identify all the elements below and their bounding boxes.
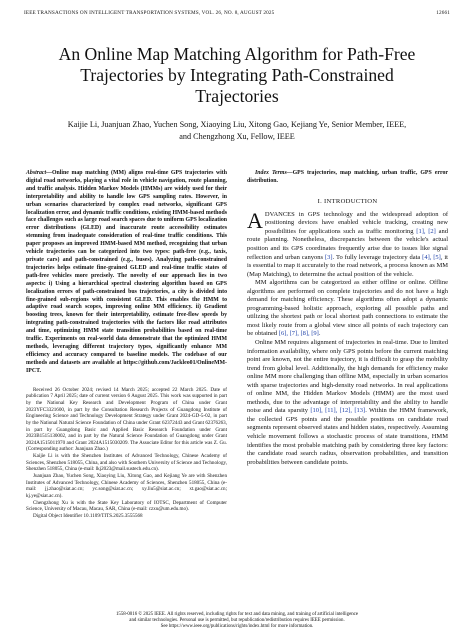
footnote-affiliation-1: Kaijie Li is with the Shenzhen Institutes of Advanced Technology, Chinese Academy of Sciences, Shenzhen 518055, China, and also with Southern University of Science and Technology, Shenzhen 518055, China (e-mail: lkj2023@mail.sustech.edu.cn). [26, 453, 227, 473]
index-terms-label: Index Terms— [255, 170, 293, 176]
footnote [26, 387, 227, 520]
citation-link[interactable]: [4], [5] [422, 253, 441, 261]
copyright-line-3: See https://www.ieee.org/publications/rights/index.html for more information. [160, 624, 314, 629]
abstract [26, 170, 227, 376]
footnote-affiliation-2: Juanjuan Zhao, Yuchen Song, Xiaoying Liu, Xitong Gao, and Kejiang Ye are with Shenzhen Institutes of Advanced Technology, Chinese Academy of Sciences, Shenzhen 518055, China (e-mail: jj.zhao@siat.ac.cn; yc.song@siat.ac.cn; xy.liu5@siat.ac.cn; xt.gao@siat.ac.cn; kj.ye@siat.ac.cn). [26, 473, 227, 500]
copyright-line-2: and similar technologies. Personal use is permitted, but republication/redistribution requires IEEE permission. [129, 618, 345, 623]
copyright-line-1: 1558-0016 © 2025 IEEE. All rights reserved, including rights for text and data mining, and training of artificial intelligence [115, 612, 359, 617]
left-column [26, 170, 227, 520]
copyright-notice [20, 612, 454, 630]
citation-link[interactable]: [3] [324, 253, 333, 261]
intro-paragraph-3: Online MM requires alignment of trajectories in real-time. Due to limited information availability, where only GPS points before the current matching point are known, not the entire trajectory, it is difficult to grasp the mobility trend from global level. Additionally, the high demands for efficiency make online MM more challenging than offline MM, especially in urban scenarios with sparse trajectories and high-density road networks. In real applications of online MM, the Hidden Markov Models (HMM) are the most used methods, due to the advantage of interpretability and the ability to handle noise and data sparsity [10], [11], [12], [13]. Within the HMM framework, the collected GPS points and the possible positions on candidate road segments represent observed states and hidden states, respectively. Assuming vehicle movement follows a stochastic process of state transitions, HMM identifies the most probable matching path by considering three key factors: the candidate road search radius, observation probabilities, and transition probabilities between candidate points. [247, 339, 449, 466]
index-terms-text: GPS trajectories, map matching, urban traffic, GPS error distribution. [247, 170, 448, 184]
title-line-2: Trajectories by Integrating Path-Constrained [80, 65, 394, 85]
journal-name: IEEE TRANSACTIONS ON INTELLIGENT TRANSPORTATION SYSTEMS, VOL. 26, NO. 8, AUGUST 2025 [24, 10, 275, 16]
citation-link[interactable]: [10], [11], [12], [13] [310, 407, 366, 415]
running-head [24, 10, 450, 16]
citation-link[interactable]: [1], [2] [416, 227, 436, 235]
title-line-1: An Online Map Matching Algorithm for Path-Free [58, 44, 416, 64]
page-number: 12661 [436, 10, 450, 16]
footnote-affiliation-3: Chengzhong Xu is with the State Key Laboratory of IOTSC, Department of Computer Science, University of Macau, Macau, SAR, China (e-mail: czxu@um.edu.mo). [26, 499, 227, 513]
drop-cap: A [247, 207, 263, 233]
abstract-label: Abstract— [26, 170, 52, 176]
intro-paragraph-2: MM algorithms can be categorized as either offline or online. Offline algorithms are performed on complete trajectories and do not have a high demand for matching efficiency. These algorithms often adopt a dynamic programming-based holistic approach, exploring all possible paths and utilizing the shortest path or local shortest path connections to estimate the most likely route from a global view since all points of each trajectory can be obtained [6], [7], [8], [9]. [247, 279, 448, 338]
intro-paragraph-1: ADVANCES in GPS technology and the widespread adoption of positioning devices have enabled vehicle tracking, creating new possibilities for applications such as traffic monitoring [1], [2] and route planning. Nonetheless, discrepancies between the vehicle's actual position and its GPS coordinates frequently arise due to issues like signal reflection and urban canyons [3]. To fully leverage trajectory data [4], [5], it is essential to map it accurately to the road network, a process known as MM (Map Matching), to determine the actual position of the vehicle. [247, 207, 448, 278]
citation-link[interactable]: [6], [7], [8], [9] [278, 330, 319, 338]
authors-line-1: Kaijie Li, Juanjuan Zhao, Yuchen Song, Xiaoying Liu, Xitong Gao, Kejiang Ye, Senior Member, IEEE, [67, 120, 407, 129]
authors-line-2: and Chengzhong Xu, Fellow, IEEE [179, 132, 295, 141]
footnote-doi: Digital Object Identifier 10.1109/TITS.2025.3555568 [33, 513, 143, 520]
right-column [247, 170, 448, 467]
author-list [20, 119, 454, 143]
section-heading-introduction: I. INTRODUCTION [317, 197, 378, 205]
footnote-received: Received 26 October 2024; revised 14 March 2025; accepted 22 March 2025. Date of publication 7 April 2025; date of current version 6 August 2025. This work was supported in part by the National Key Research and Development Program of China under Grant 2023YFC3321600, in part by the Consultation Research Projects of Guangdong Institute of Engineering Science and Technology Development Strategy under Grant 2024-GD-5-02, in part by the National Natural Science Foundation of China under Grant 62372443 and Grant 62376263, in part by Guangdong Basic and Applied Basic Research Foundation under Grant 2023B1515130002, and in part by the Natural Science Foundation of Guangdong under Grant 2024A1515011970 and Grant 2024A1515030209. The Associate Editor for this article was Z. Gu. (Corresponding author: Juanjuan Zhao.) [26, 386, 227, 453]
paper-title [20, 44, 454, 107]
abstract-text: Online map matching (MM) aligns real-time GPS trajectories with digital road networks, playing a vital role in vehicle navigation, route planning, and traffic analysis. Hidden Markov Models (HMMs) are widely used for their interpretability and ability to handle low GPS sampling rates. However, in urban scenarios characterized by complex road networks, significant GPS localization error, and dynamic traffic conditions, existing HMM-based methods face challenges such as large road search spaces due to uniform GPS localization error distributions (GLED) and inaccurate route accessibility estimates stemming from inadequate consideration of real-time traffic conditions. This paper proposes an improved HMM-based MM method, recognizing that urban vehicle trajectories can be categorized into two types: path-free (e.g., taxis, private cars) and path-constrained (e.g., buses). Analyzing path-constrained trajectories helps estimate fine-grained GLED and real-time traffic states of path-free vehicles more precisely. The novelty of our approach lies in two aspects: i) Using a hierarchical spectral clustering algorithm based on GPS localization errors of path-constrained bus trajectories, a city is divided into fine-grained sub-regions with consistent GLED. This enables the HMM to adaptive road search scopes, improving online MM efficiency. ii) Gradient boosting trees, known for their interpretability, estimate free-flow speeds by integrating path-constrained trajectories with the factors like road attributes and time, optimizing HMM state transition probabilities based on real-time traffic. Experiments on real-world data demonstrate that the optimized HMM methods, leveraging different trajectory types, significantly enhance MM efficiency and accuracy compared to baseline models. The codebase of our methods and datasets are available at https://github.com/Jackleo01/OnlineMM-IPCT. [26, 170, 227, 374]
introduction-body [247, 207, 449, 467]
title-line-3: Trajectories [195, 86, 279, 106]
index-terms [247, 170, 448, 186]
